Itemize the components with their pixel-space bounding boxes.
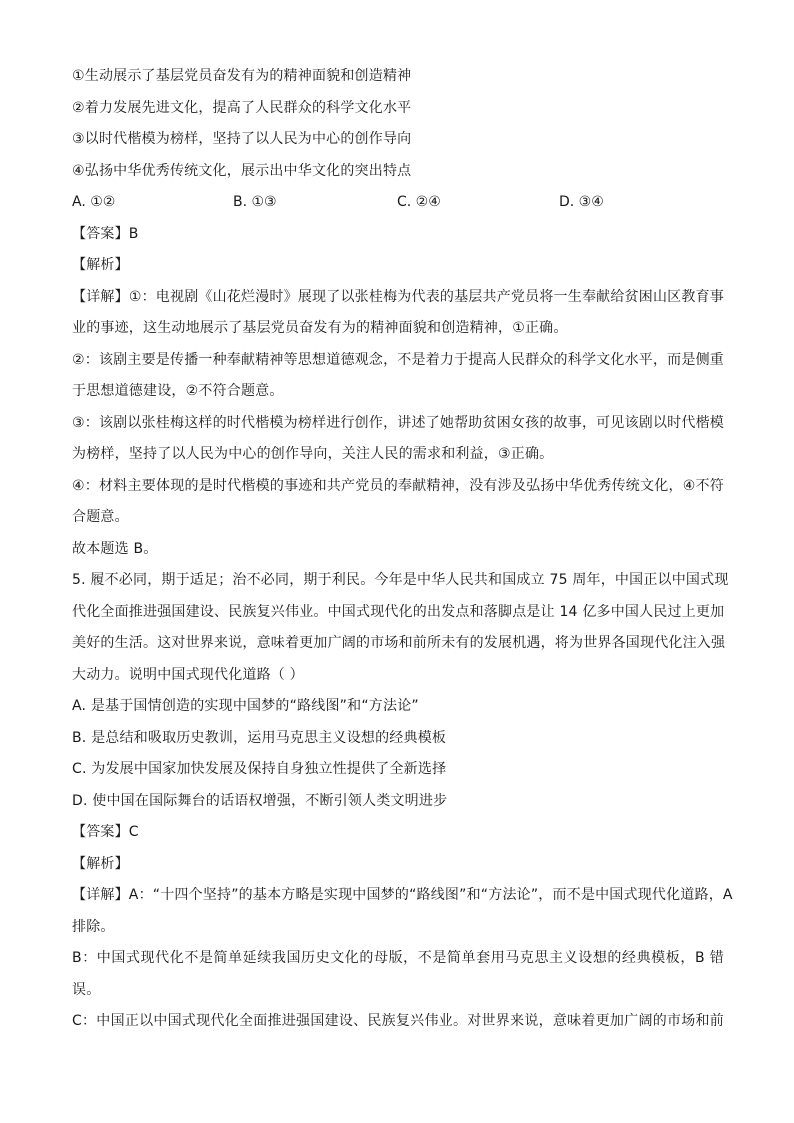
q4-conclusion: 故本题选 B。	[72, 541, 158, 557]
q4-detail-line: ④：材料主要体现的是时代楷模的事迹和共产党员的奉献精神，没有涉及弘扬中华优秀传统文化，④不符	[72, 478, 724, 494]
q5-option-a: A. 是基于国情创造的实现中国梦的“路线图”和“方法论”	[72, 698, 419, 714]
q5-option-c: C. 为发展中国家加快发展及保持自身独立性提供了全新选择	[72, 761, 447, 777]
q5-detail-line: 误。	[72, 982, 101, 998]
q4-analysis-label: 【解析】	[72, 257, 129, 273]
q4-detail-line: 合题意。	[72, 509, 129, 525]
q5-detail-line: B：中国式现代化不是简单延续我国历史文化的母版，不是简单套用马克思主义设想的经典模板，B 错	[72, 950, 724, 966]
q5-stem-line: 美好的生活。这对世界来说，意味着更加广阔的市场和前所未有的发展机遇，将为世界各国现代化注入强	[72, 635, 726, 651]
q4-answer: 【答案】B	[72, 226, 139, 242]
q5-stem-line: 大动力。说明中国式现代化道路（ ）	[72, 667, 304, 683]
q5-option-d: D. 使中国在国际舞台的话语权增强，不断引领人类文明进步	[72, 793, 448, 809]
q4-item-1: ①生动展示了基层党员奋发有为的精神面貌和创造精神	[72, 68, 412, 84]
q4-option-b: B. ①③	[233, 194, 277, 210]
q5-answer: 【答案】C	[72, 824, 139, 840]
q4-option-c: C. ②④	[397, 194, 441, 210]
q4-detail-line: ②：该剧主要是传播一种奉献精神等思想道德观念，不是着力于提高人民群众的科学文化水平，而是侧重	[72, 352, 724, 368]
q4-detail-line: 为榜样，坚持了以人民为中心的创作导向，关注人民的需求和利益，③正确。	[72, 446, 554, 462]
q4-option-d: D. ③④	[559, 194, 604, 210]
q5-stem-line: 5. 履不必同，期于适足；治不必同，期于利民。今年是中华人民共和国成立 75 周年，中国正以中国式现	[72, 572, 729, 588]
q5-analysis-label: 【解析】	[72, 856, 129, 872]
q4-item-3: ③以时代楷模为榜样，坚持了以人民为中心的创作导向	[72, 131, 412, 147]
q5-detail-line: C：中国正以中国式现代化全面推进强国建设、民族复兴伟业。对世界来说，意味着更加广阔的市场和前	[72, 1013, 724, 1029]
q4-detail-line: 业的事迹，这生动地展示了基层党员奋发有为的精神面貌和创造精神，①正确。	[72, 320, 568, 336]
q4-detail-line: ③：该剧以张桂梅这样的时代楷模为榜样进行创作，讲述了她帮助贫困女孩的故事，可见该剧以时代楷模	[72, 415, 724, 431]
q5-stem-line: 代化全面推进强国建设、民族复兴伟业。中国式现代化的出发点和落脚点是让 14 亿多中国人民过上更加	[72, 604, 725, 620]
q4-option-a: A. ①②	[72, 194, 116, 210]
q5-detail-line: 排除。	[72, 919, 115, 935]
q4-item-2: ②着力发展先进文化，提高了人民群众的科学文化水平	[72, 100, 412, 116]
q4-item-4: ④弘扬中华优秀传统文化，展示出中华文化的突出特点	[72, 163, 412, 179]
q5-detail-line: 【详解】A：“十四个坚持”的基本方略是实现中国梦的“路线图”和“方法论”，而不是中国式现代化道路，A	[72, 887, 733, 903]
q4-detail-line: 于思想道德建设，②不符合题意。	[72, 383, 284, 399]
q5-option-b: B. 是总结和吸取历史教训，运用马克思主义设想的经典模板	[72, 730, 447, 746]
q4-detail-line: 【详解】①：电视剧《山花烂漫时》展现了以张桂梅为代表的基层共产党员将一生奉献给贫困山区教育事	[72, 289, 724, 305]
